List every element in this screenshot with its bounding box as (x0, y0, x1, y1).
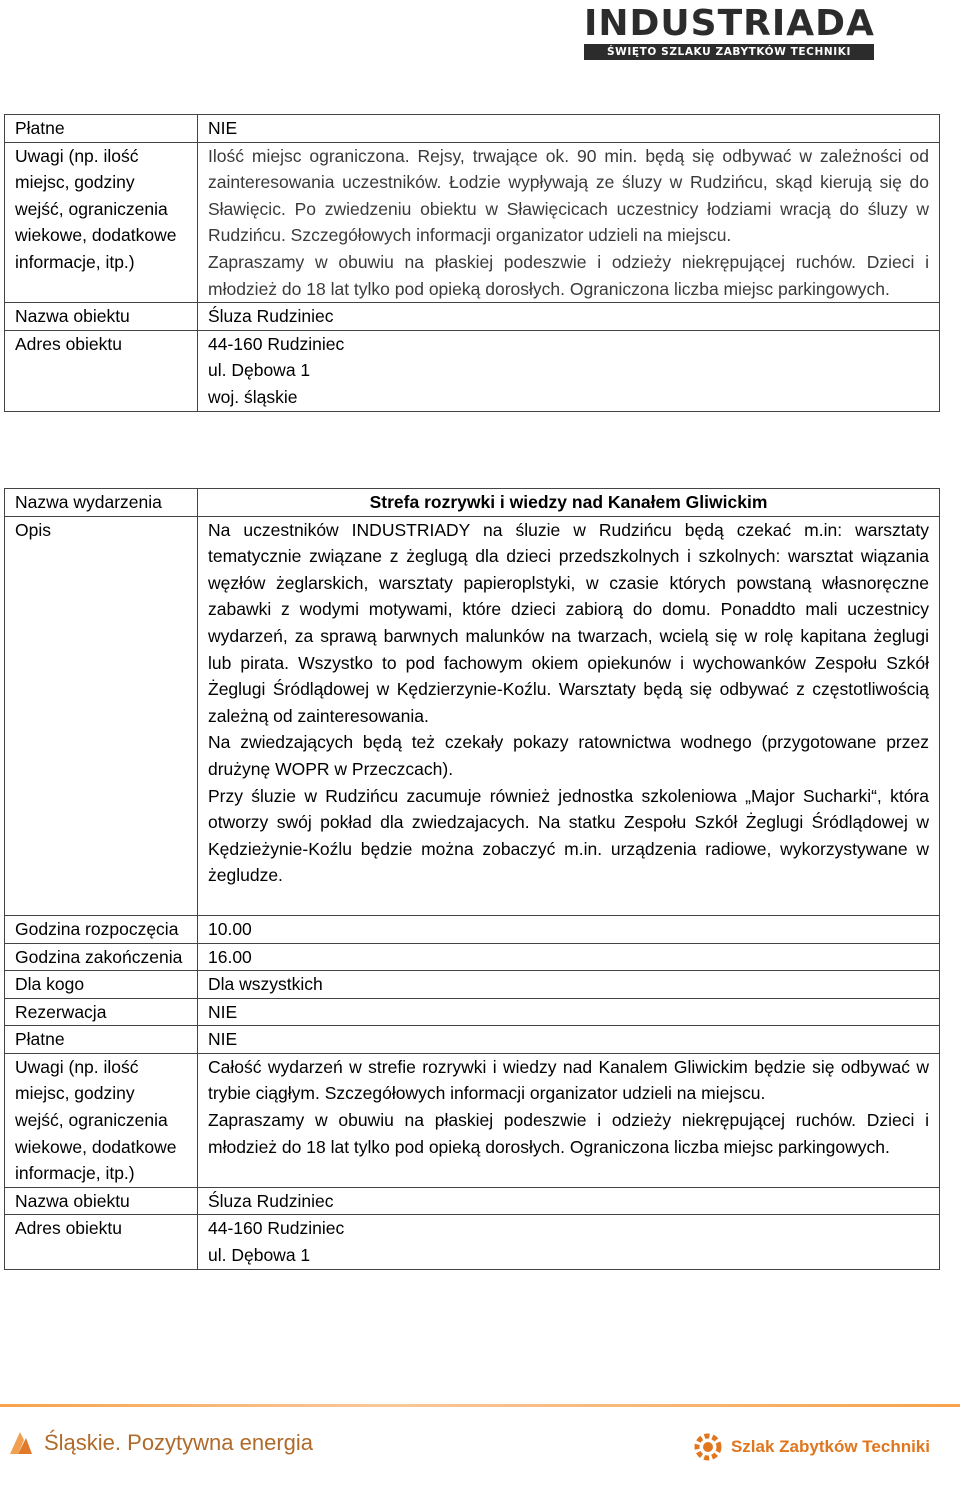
label-adres-obiektu: Adres obiektu (5, 330, 198, 411)
label-godzina-zakonczenia: Godzina zakończenia (5, 943, 198, 971)
table-row (5, 1026, 940, 1054)
opis-paragraph: Na zwiedzających będą też czekały pokazy ratownictwa wodnego (przygotowane przez drużynę WOPR w Przeczcach). (208, 732, 929, 779)
address-line: 44-160 Rudziniec (208, 1218, 345, 1239)
value-uwagi (198, 1053, 940, 1187)
label-opis: Opis (5, 516, 198, 915)
label-platne: Płatne (5, 115, 198, 143)
value-uwagi (198, 142, 940, 303)
address-line: woj. śląskie (208, 386, 298, 407)
value-rezerwacja: NIE (198, 998, 940, 1026)
table-row (5, 489, 940, 517)
address-line: ul. Dębowa 1 (208, 360, 311, 381)
opis-paragraph: Przy śluzie w Rudzińcu zacumuje również jednostka szkoleniowa „Major Sucharki“, która otworzy swój pokład dla zwiedzajacych. Na statku Zespołu Szkół Żeglugi Śródlądowej w Kędzieżynie-Koźlu będzie można zobaczyć m.in. urządzenia radiowe, wykorzystywane w żegludze. (208, 785, 929, 886)
table-row (5, 998, 940, 1026)
value-platne: NIE (198, 1026, 940, 1054)
label-rezerwacja: Rezerwacja (5, 998, 198, 1026)
table-row (5, 971, 940, 999)
table-row (5, 1053, 940, 1187)
value-platne: NIE (198, 115, 940, 143)
uwagi-paragraph: Zapraszamy w obuwiu na płaskiej podeszwie i odzieży niekrępującej ruchów. Dzieci i młodzież do 18 lat tylko pod opieką dorosłych. Ograniczona liczba miejsc parkingowych. (208, 1110, 929, 1157)
table-row (5, 115, 940, 143)
value-adres-obiektu (198, 1215, 940, 1269)
label-nazwa-obiektu: Nazwa obiektu (5, 303, 198, 331)
table-row (5, 303, 940, 331)
address-line: 44-160 Rudziniec (208, 333, 345, 354)
szlak-name: Szlak Zabytków Techniki (730, 1437, 930, 1456)
value-opis (198, 516, 940, 915)
logo-title: INDUSTRIADA (584, 3, 875, 44)
value-godzina-zakonczenia: 16.00 (198, 943, 940, 971)
label-uwagi: Uwagi (np. ilość miejsc, godziny wejść, ograniczenia wiekowe, dodatkowe informacje, itp.) (5, 142, 198, 303)
label-adres-obiektu: Adres obiektu (5, 1215, 198, 1269)
label-dla-kogo: Dla kogo (5, 971, 198, 999)
table-row (5, 142, 940, 303)
table-row (5, 516, 940, 915)
table-row (5, 330, 940, 411)
logo-subtitle: ŚWIĘTO SZLAKU ZABYTKÓW TECHNIKI (584, 44, 874, 60)
address-line: ul. Dębowa 1 (208, 1245, 311, 1266)
footer-divider (0, 1404, 960, 1407)
value-nazwa-obiektu: Śluza Rudziniec (198, 303, 940, 331)
table-row (5, 915, 940, 943)
uwagi-paragraph: Całość wydarzeń w strefie rozrywki i wiedzy nad Kanalem Gliwickim będzie się odbywać w trybie ciągłym. Szczegółowych informacji organizator udzieli na miejscu. (208, 1056, 929, 1104)
opis-paragraph: Na uczestników INDUSTRIADY na śluzie w Rudzińcu będą czekać m.in: warsztaty tematycznie związane z żeglugą dla dzieci przedszkolnych i szkolnych: warsztat wiązania węzłów żeglarskich, warsztaty papieroplstyki, w czasie których powstaną własnoręczne zabawki z wodymi motywami, które dzieci zabiorą do domu. Ponaddto mali uczestnicy wydarzeń, za sprawą barwnych malunków na twarzach, wcielą się w rolę kapitana żeglugi lub pirata. Wszystko to pod fachowym okiem opiekunów i wychowanków Zespołu Szkół Żeglugi Śródlądowej w Kędzierzynie-Koźlu. Warsztaty będą się odbywać z częstotliwością zależną od zainteresowania. (208, 519, 929, 726)
object-info-table (4, 114, 940, 412)
gear-icon (691, 1430, 725, 1464)
value-nazwa-obiektu: Śluza Rudziniec (198, 1187, 940, 1215)
label-nazwa-obiektu: Nazwa obiektu (5, 1187, 198, 1215)
value-dla-kogo: Dla wszystkich (198, 971, 940, 999)
label-nazwa-wydarzenia: Nazwa wydarzenia (5, 489, 198, 517)
label-platne: Płatne (5, 1026, 198, 1054)
szlak-logo (691, 1430, 930, 1464)
table-row (5, 1187, 940, 1215)
uwagi-paragraph: Ilość miejsc ograniczona. Rejsy, trwające ok. 90 min. będą się odbywać w zależności od zainteresowania uczestników. Łodzie wypływają ze śluzy w Rudzińcu, skąd kierują się do Sławięcic. Po zwiedzeniu obiektu w Sławięcicach uczestnicy łodziami wracją do śluzy w Rudzińcu. Szczegółowych informacji organizator udzieli na miejscu. (208, 145, 929, 246)
table-row (5, 943, 940, 971)
industriada-logo (584, 3, 875, 60)
value-adres-obiektu (198, 330, 940, 411)
slaskie-emblem-icon (6, 1428, 36, 1458)
label-godzina-rozpoczecia: Godzina rozpoczęcia (5, 915, 198, 943)
slaskie-logo (6, 1428, 313, 1458)
uwagi-paragraph: Zapraszamy w obuwiu na płaskiej podeszwie i odzieży niekrępującej ruchów. Dzieci i młodzież do 18 lat tylko pod opieką dorosłych. Ograniczona liczba miejsc parkingowych. (208, 251, 929, 299)
slaskie-slogan: Śląskie. Pozytywna energia (44, 1430, 314, 1455)
value-nazwa-wydarzenia: Strefa rozrywki i wiedzy nad Kanałem Gliwickim (198, 489, 940, 517)
event-info-table (4, 488, 940, 1270)
label-uwagi: Uwagi (np. ilość miejsc, godziny wejść, ograniczenia wiekowe, dodatkowe informacje, itp.) (5, 1053, 198, 1187)
table-row (5, 1215, 940, 1269)
value-godzina-rozpoczecia: 10.00 (198, 915, 940, 943)
